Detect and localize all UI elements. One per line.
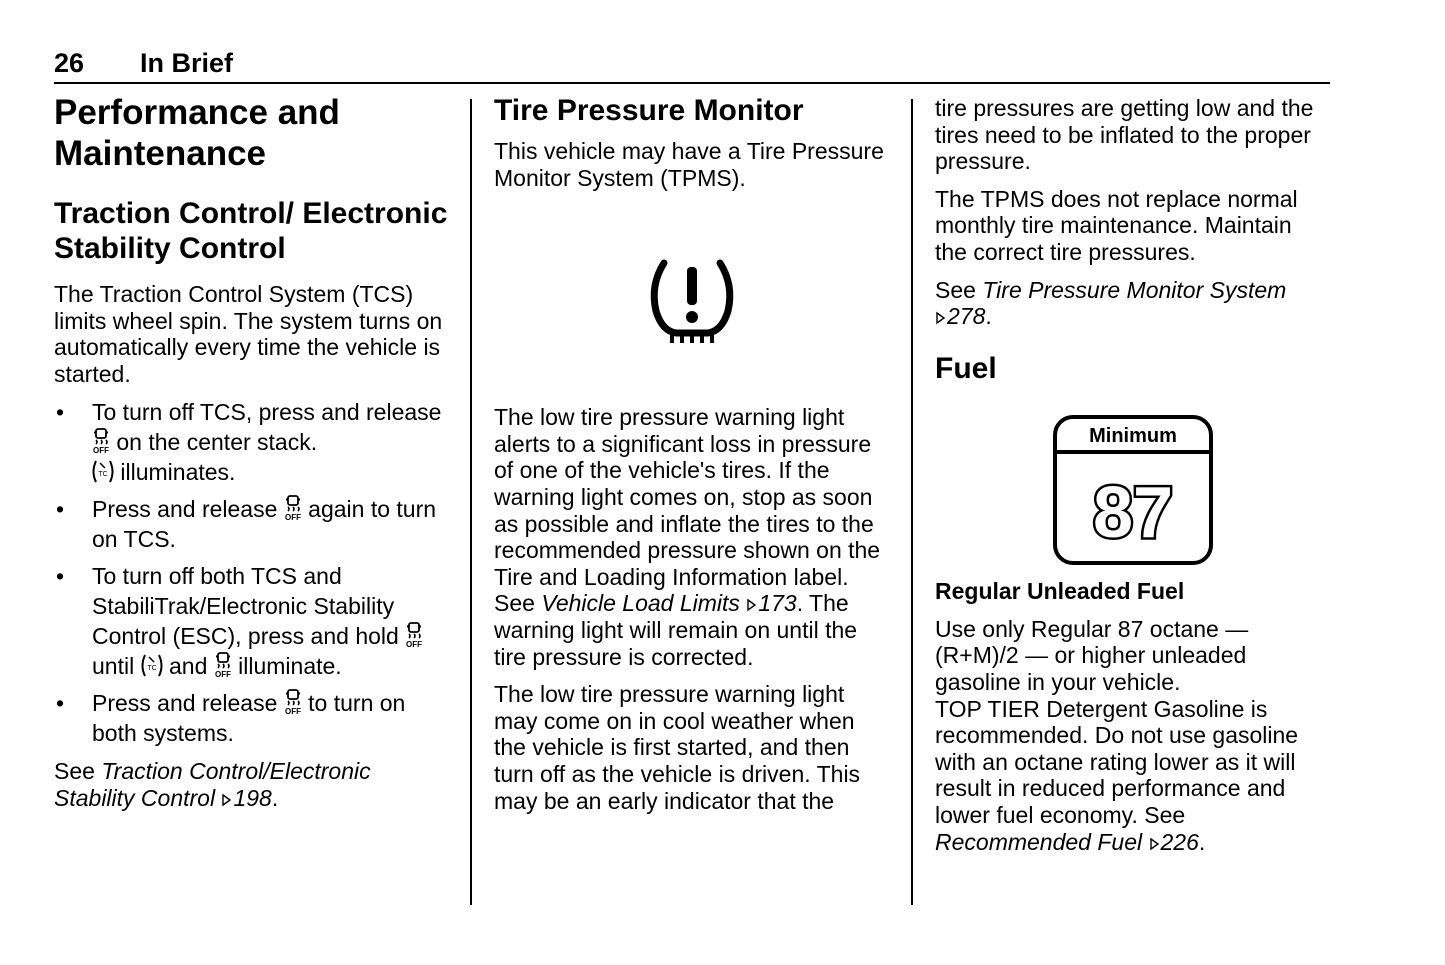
page-reference-arrow-icon [1149,837,1161,851]
tpms-intro: This vehicle may have a Tire Pressure Monitor System (TPMS). [494,138,884,191]
column-divider [470,99,472,905]
page-reference-arrow-icon [746,598,758,612]
tpms-heading: Tire Pressure Monitor [494,94,804,127]
minimum-octane-badge [1052,414,1214,566]
page-reference[interactable]: 198 [233,784,272,811]
list-item: • Press and release to turn on both systems. [56,690,406,747]
tcs-reference-link[interactable]: Traction Control/Electronic Stability Control [54,758,371,811]
tpms-continued: tire pressures are getting low and the tires need to be inflated to the proper pressure. [935,95,1314,175]
list-item: • To turn off TCS, press and release on the center stack. illuminates. [56,399,442,486]
page-title: Performance and Maintenance [54,93,340,173]
tire-pressure-warning-icon [642,253,742,353]
page-reference-arrow-icon [221,793,233,807]
section-title: In Brief [140,48,234,78]
column-1 [54,92,449,812]
fuel-paragraph-1: Use only Regular 87 octane — (R+M)/2 — or higher unleaded gasoline in your vehicle. [935,615,1249,695]
badge-label: Minimum [1089,424,1177,447]
tpms-paragraph-2: The low tire pressure warning light may come on in cool weather when the vehicle is first started, and then turn off as the vehicle is driven. This may be an early indicator that the [494,681,861,814]
tcs-off-button-icon [405,622,423,648]
tcs-off-button-icon [284,495,302,521]
page-reference[interactable]: 173 [758,590,797,617]
tcs-off-indicator-icon [214,652,232,678]
page-number: 26 [54,48,85,78]
recommended-fuel-link[interactable]: Recommended Fuel [935,828,1143,855]
fuel-paragraph-2: TOP TIER Detergent Gasoline is recommended. Do not use gasoline with an octane rating lower as it will result in reduced performance and lower fuel economy. See Recommended Fuel 226. [935,695,1299,855]
badge-octane-number: 87 [1092,472,1174,553]
page-reference-arrow-icon [935,311,947,325]
tpms-reference-link[interactable]: Tire Pressure Monitor System [982,276,1287,303]
column-2 [494,92,889,814]
tpms-paragraph-1: The low tire pressure warning light alerts to a significant loss in pressure of one of the vehicle's tires. If the warning light comes on, stop as soon as possible and inflate the tires to the recommended pressure shown on the Tire and Loading Information label. See Vehicle Load Limits 173. The warning light will remain on until the tire pressure is corrected. [494,404,881,670]
page-reference[interactable]: 226 [1160,828,1199,855]
tcs-heading: Traction Control/ Electronic Stability Control [54,197,448,265]
page-reference[interactable]: 278 [947,303,986,330]
traction-control-indicator-icon [141,652,163,678]
tpms-see-reference: See Tire Pressure Monitor System 278. [935,276,1287,330]
tcs-see-reference: See Traction Control/Electronic Stability Control 198. [54,758,371,811]
fuel-subheading: Regular Unleaded Fuel [935,577,1185,604]
list-item: • Press and release again to turn on TCS. [56,496,437,553]
tcs-off-button-icon [284,689,302,715]
tpms-maintenance-note: The TPMS does not replace normal monthly tire maintenance. Maintain the correct tire pressures. [935,185,1298,265]
traction-control-indicator-icon [92,458,114,484]
load-limits-link[interactable]: Vehicle Load Limits [541,590,740,617]
fuel-heading: Fuel [935,351,997,385]
tcs-off-button-icon [92,428,110,454]
column-3 [935,95,1330,855]
list-item: • To turn off both TCS and StabiliTrak/Electronic Stability Control (ESC), press and hold until and illuminate. [54,561,449,681]
tcs-intro: The Traction Control System (TCS) limits wheel spin. The system turns on automatically every time the vehicle is started. [54,281,443,387]
tcs-bullet-list [54,397,449,748]
column-divider [911,99,913,905]
page-header [54,46,1330,84]
